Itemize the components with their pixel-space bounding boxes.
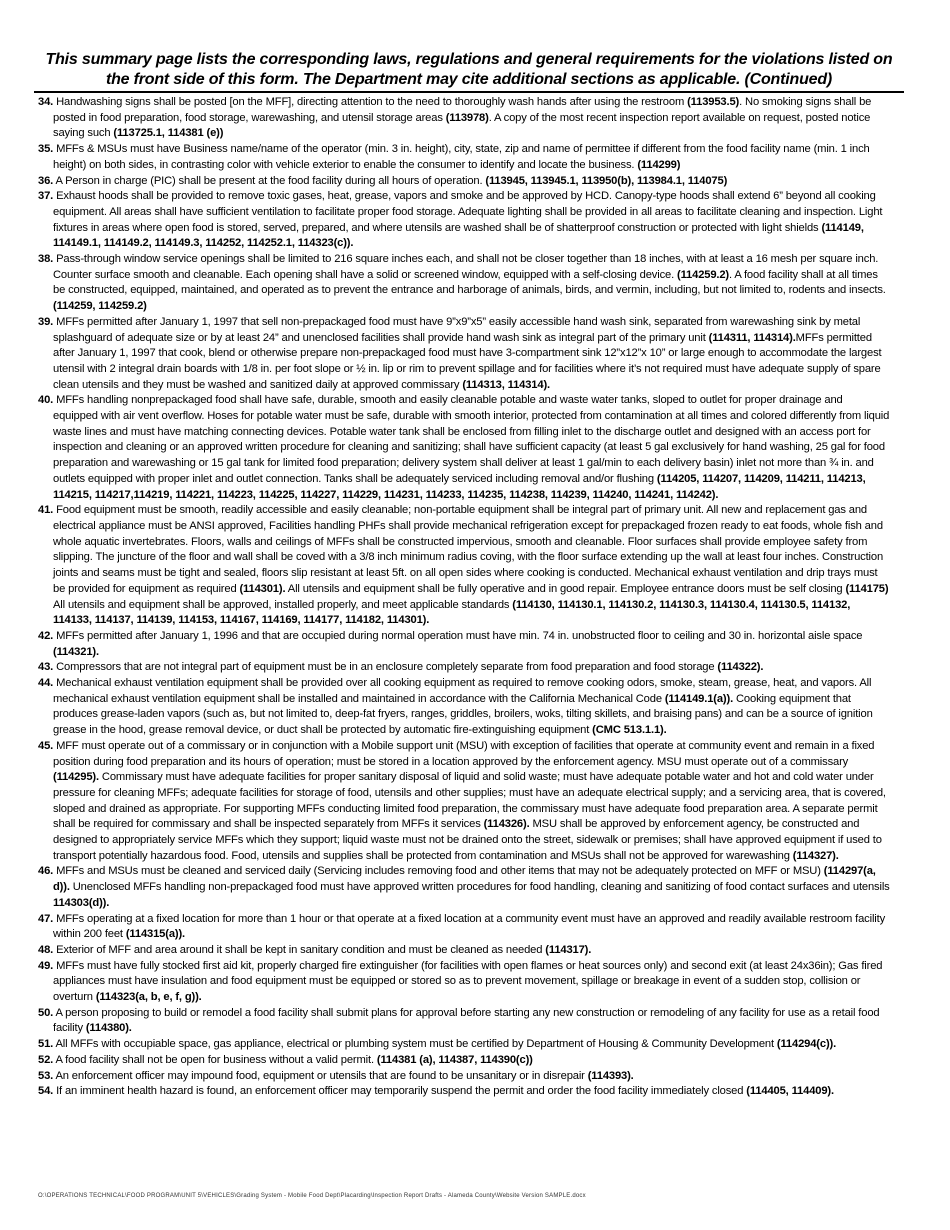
code-reference: (113725.1, 114381 (e))	[113, 127, 224, 140]
item-number: 44.	[38, 677, 54, 690]
code-reference: (114311, 114314).	[708, 331, 796, 344]
item-number: 54.	[38, 1085, 54, 1098]
item-number: 41.	[38, 504, 54, 517]
requirement-text: Exterior of MFF and area around it shall be kept in sanitary condition and must be cleaned as needed	[56, 943, 546, 956]
code-reference: (114323(a, b, e, f, g)).	[95, 991, 202, 1004]
requirement-text: All utensils and equipment shall be fully operative and in good repair. Employee entrance doors must be self closing	[285, 582, 846, 595]
file-path-footer: O:\OPERATIONS TECHNICAL\FOOD PROGRAM\UNIT 5\VEHICLES\Grading System - Mobile Food Dept\Placarding\Inspection Report Drafts - Alameda County\Website Version SAMPLE.docx	[38, 1193, 586, 1199]
code-reference: (114295).	[53, 771, 99, 784]
requirement-text: A Person in charge (PIC) shall be present at the food facility during all hours of operation.	[55, 174, 486, 187]
list-item	[38, 1006, 890, 1037]
code-reference: (114301).	[239, 582, 286, 595]
requirement-text: Food equipment must be smooth, readily accessible and easily cleanable; non-portable equipment shall be integral part of primary unit. All new and replacement gas and electrical appliance must be ANSI approved, Facilities handling PHFs shall provide mechanical refrigeration except for prepackaged frozen ready to eat foods, whole fish and whole aquatic invertebrates. Floors, walls and ceilings of MFFs shall be constructed impervious, smooth and cleanable. Floor surfaces shall provide employee safety from slipping. The juncture of the floor and wall shall be coved with a 3/8 inch minimum radius coving, with the floor surface extending up the wall at least four inches. Construction joints and seams must be tight and sealed, floors slip resistant at least 5ft. on all open sides where cooking is conducted. Mechanical exhaust ventilation and drip trays must be provided for equipment as required	[53, 504, 884, 595]
requirement-text: . No smoking signs shall be posted in food preparation, food storage, warewashing, and utensil storage areas	[53, 96, 872, 124]
requirement-text: MFFs operating at a fixed location for more than 1 hour or that operate at a fixed location at a community event must have an approved and readily available restroom facility within 200 feet	[53, 912, 886, 941]
requirement-text: If an imminent health hazard is found, an enforcement officer may temporarily suspend the permit and order the food facility immediately closed	[56, 1085, 747, 1098]
code-reference: (114175)	[845, 582, 889, 595]
code-reference: (114380).	[85, 1022, 132, 1035]
requirements-list	[38, 95, 890, 1100]
requirement-text: An enforcement officer may impound food, equipment or utensils that are found to be unsanitary or in disrepair	[55, 1069, 588, 1082]
item-number: 47.	[38, 912, 54, 925]
requirement-text: All utensils and equipment shall be approved, installed properly, and meet applicable standards	[53, 598, 513, 611]
item-number: 45.	[38, 739, 54, 752]
code-reference: (114259, 114259.2)	[53, 300, 147, 313]
list-item	[38, 739, 890, 865]
code-reference: (114130, 114130.1, 114130.2, 114130.3, 114130.4, 114130.5, 114132, 114133, 114137, 114139, 114153, 114167, 114169, 114177, 114182, 114301).	[53, 598, 851, 627]
item-number: 42.	[38, 629, 54, 642]
code-reference: (113978)	[445, 111, 489, 124]
requirement-text: MFFs and MSUs must be cleaned and serviced daily (Servicing includes removing food and other items that may not be adequately protected on MFF or MSU)	[56, 865, 824, 878]
requirement-text: A person proposing to build or remodel a food facility shall submit plans for approval before starting any new construction or remodeling of any facility for use as a retail food facility	[53, 1006, 880, 1035]
code-reference: (114381 (a), 114387, 114390(c))	[376, 1053, 533, 1066]
requirement-text: MSU shall be approved by enforcement agency, be constructed and designed to appropriately service MFFs which they support; liquid waste must not be drained onto the street, sidewalk or premises; shall have approved equipment if used to transport potentially hazardous food. Food, utensils and supplies shall be protected from contamination and MSUs shall not be approved for warewashing	[53, 818, 882, 862]
list-item	[38, 629, 890, 660]
requirement-text: Exhaust hoods shall be provided to remove toxic gases, heat, grease, vapors and smoke and be approved by HCD. Canopy-type hoods shall extend 6” beyond all cooking equipment. All areas shall have sufficient ventilation to facilitate proper food storage. Adequate lighting shall be provided in all areas to facilitate cleaning and inspection. Light fixtures in areas where open food is stored, served, prepared, and where utensils are washed shall be of shatterproof construction or protected with light shields	[53, 190, 883, 234]
code-reference: (113953.5)	[687, 96, 740, 108]
requirement-text: Pass-through window service openings shall be limited to 216 square inches each, and shall not be closer together than 18 inches, with at least a 16 mesh per square inch. Counter surface smooth and cleanable. Each opening shall have a solid or screened window, equipped with a self-closing device.	[53, 253, 879, 281]
requirement-text: MFFs permitted after January 1, 1996 and that are occupied during normal operation must have min. 74 in. unobstructed floor to ceiling and 30 in. horizontal aisle space	[56, 629, 863, 642]
item-number: 36.	[38, 174, 54, 187]
requirement-text: Commissary must have adequate facilities for proper sanitary disposal of liquid and solid waste; must have adequate potable water and hot and cold water under pressure for cleaning MFFs; adequate facilities for storage of food, utensils and other supplies; must have an adequate electrical supply; and a servicing area, that is covered, sloped and drained as appropriate. For supporting MFFs conducting limited food preparation, the commissary must have adequate food preparation area. A separate permit shall be required for commissary and shall be inspected separately from MFFs it services	[53, 771, 886, 831]
list-item	[38, 912, 890, 943]
requirement-text: Compressors that are not integral part of equipment must be in an enclosure completely separate from food preparation and food storage	[56, 661, 718, 674]
list-item	[38, 959, 890, 1006]
list-item	[38, 1069, 890, 1085]
list-item	[38, 95, 890, 142]
code-reference: 114303(d)).	[53, 896, 110, 909]
requirement-text: MFF must operate out of a commissary or in conjunction with a Mobile support unit (MSU) with exception of facilities that operate at community event and remain in a fixed position during food preparation and its hours of operation; must be stored in a location approved by the enforcement agency. MSU must operate out of a commissary	[53, 739, 875, 768]
page-title: This summary page lists the corresponding laws, regulations and general requirements for the violations listed on the front side of this form. The Department may cite additional sections as applicable. (Continued)	[34, 50, 904, 93]
requirement-text: Unenclosed MFFs handling non-prepackaged food must have approved written procedures for food handling, cleaning and sanitizing of food contact surfaces and utensils	[69, 881, 890, 894]
code-reference: (114321).	[53, 645, 99, 658]
item-number: 38.	[38, 253, 54, 266]
item-number: 53.	[38, 1069, 54, 1082]
requirement-text: Cooking equipment that produces grease-laden vapors (such as, but not limited to, deep-fat fryers, ranges, griddles, broilers, woks, tilting skillets, and braising pans) and can be a source of ignition grease in the hood, grease removal device, or duct shall be protected by automatic fire-extinguishing equipment	[53, 692, 873, 737]
requirement-text: MFFs & MSUs must have Business name/name of the operator (min. 3 in. height), city, state, zip and name of permittee if different from the food facility name (min. 1 inch height) on both sides, in contrasting color with vehicle exterior to enable the consumer to identify and locate the business.	[53, 143, 870, 171]
requirement-text: . A food facility shall at all times be constructed, equipped, maintained, and operated as to prevent the entrance and harborage of animals, birds, and vermin, including, but not limited to, rodents and insects.	[53, 268, 886, 297]
list-item	[38, 393, 890, 503]
item-number: 50.	[38, 1006, 54, 1019]
code-reference: (114205, 114207, 114209, 114211, 114213, 114215, 114217,114219, 114221, 114223, 114225, 114227, 114229, 114231, 114233, 114235, 114238, 114239, 114240, 114241, 114242).	[53, 472, 866, 501]
code-reference: (114259.2)	[677, 268, 730, 281]
item-number: 40.	[38, 394, 54, 407]
item-number: 52.	[38, 1053, 54, 1066]
item-number: 46.	[38, 865, 54, 878]
requirement-text: Mechanical exhaust ventilation equipment shall be provided over all cooking equipment as required to remove cooking odors, smoke, steam, grease, heat, and vapors. All mechanical exhaust ventilation equipment shall be installed and maintained in accordance with the California Mechanical Code	[53, 677, 872, 705]
requirement-text: MFFs permitted after January 1, 1997 that sell non-prepackaged food must have 9”x9”x5” easily accessible hand wash sink, separated from warewashing sink by metal splashguard of adequate size or by at least 24” and unenclosed facilities shall provide hand wash sink as integral part of the primary unit	[53, 315, 861, 344]
requirement-text: A food facility shall not be open for business without a valid permit.	[55, 1053, 377, 1066]
code-reference: (114297(a, d)).	[53, 865, 876, 894]
requirement-text: All MFFs with occupiable space, gas appliance, electrical or plumbing system must be certified by Department of Housing & Community Development	[55, 1038, 777, 1051]
item-number: 51.	[38, 1038, 54, 1051]
list-item	[38, 660, 890, 676]
list-item	[38, 142, 890, 173]
list-item	[38, 676, 890, 739]
list-item	[38, 189, 890, 252]
code-reference: (114405, 114409).	[746, 1085, 834, 1098]
item-number: 48.	[38, 943, 54, 956]
requirement-text: Handwashing signs shall be posted [on the MFF], directing attention to the need to thoroughly wash hands after using the restroom	[56, 96, 688, 108]
item-number: 39.	[38, 315, 54, 328]
code-reference: (114299)	[637, 158, 681, 171]
item-number: 37.	[38, 190, 54, 203]
code-reference: (114322).	[717, 661, 764, 674]
code-reference: (114149, 114149.1, 114149.2, 114149.3, 114252, 114252.1, 114323(c)).	[53, 221, 864, 250]
code-reference: (114149.1(a)).	[664, 692, 734, 705]
item-number: 43.	[38, 661, 54, 674]
list-item	[38, 174, 890, 190]
list-item	[38, 1084, 890, 1100]
list-item	[38, 1037, 890, 1053]
list-item	[38, 943, 890, 959]
code-reference: (CMC 513.1.1).	[592, 724, 667, 737]
requirement-text: MFFs permitted after January 1, 1997 that cook, blend or otherwise prepare non-prepackaged food must have 3-compartment sink 12”x12”x 10” or large enough to accommodate the largest utensil with 2 integral drain boards with 1/8 in. per foot slope or ½ in. lip or rim to prevent spillage and for facilities where it’s not required must have adequate supply of spare clean utensils and they must be washed and sanitized daily at approved commissary	[53, 331, 882, 391]
code-reference: (114326).	[483, 818, 530, 831]
list-item	[38, 252, 890, 315]
item-number: 49.	[38, 959, 54, 972]
code-reference: (113945, 113945.1, 113950(b), 113984.1, 114075)	[485, 174, 728, 187]
code-reference: (114294(c)).	[776, 1038, 837, 1051]
list-item	[38, 315, 890, 394]
code-reference: (114327).	[792, 849, 839, 862]
code-reference: (114315(a)).	[125, 928, 186, 941]
list-item	[38, 1053, 890, 1069]
requirement-text: . A copy of the most recent inspection report available on request, posted notice saying such	[53, 111, 871, 140]
code-reference: (114393).	[587, 1069, 634, 1082]
code-reference: (114313, 114314).	[462, 378, 550, 391]
list-item	[38, 864, 890, 911]
item-number: 34.	[38, 96, 54, 108]
item-number: 35.	[38, 143, 54, 156]
list-item	[38, 503, 890, 629]
requirement-text: MFFs must have fully stocked first aid kit, properly charged fire extinguisher (for facilities with open flames or heat sources only) and second exit (at least 24x36in); Gas fired appliances must have insulation and food equipment must be equipped or stored so as to prevent movement, spillage or breakage in event of a sudden stop, collision or overturn	[53, 959, 883, 1004]
code-reference: (114317).	[545, 943, 592, 956]
requirement-text: MFFs handling nonprepackaged food shall have safe, durable, smooth and easily cleanable potable and waste water tanks, sloped to outlet for proper drainage and equipped with air vent overflow. Hoses for potable water must be safe, durable with smooth interior, protected from contamination at all times and colored differently from liquid waste lines and must have matching connecting devices. Potable water tank shall be enclosed from filling inlet to the discharge outlet and designed with an access port for inspection and cleaning or an approved written procedure for cleaning and sanitizing; shall have sufficient capacity (at least 5 gal exclusively for hand washing, 25 gal for food preparation and warewashing or 15 gal tank for limited food preparation; delivery system shall deliver at least 1 gal/min to each delivery basin) inlet not more than ¾ in. and outlets equipped with proper inlet and outlet connection. Tanks shall be adequately serviced including removal and/or flushing	[53, 394, 890, 485]
